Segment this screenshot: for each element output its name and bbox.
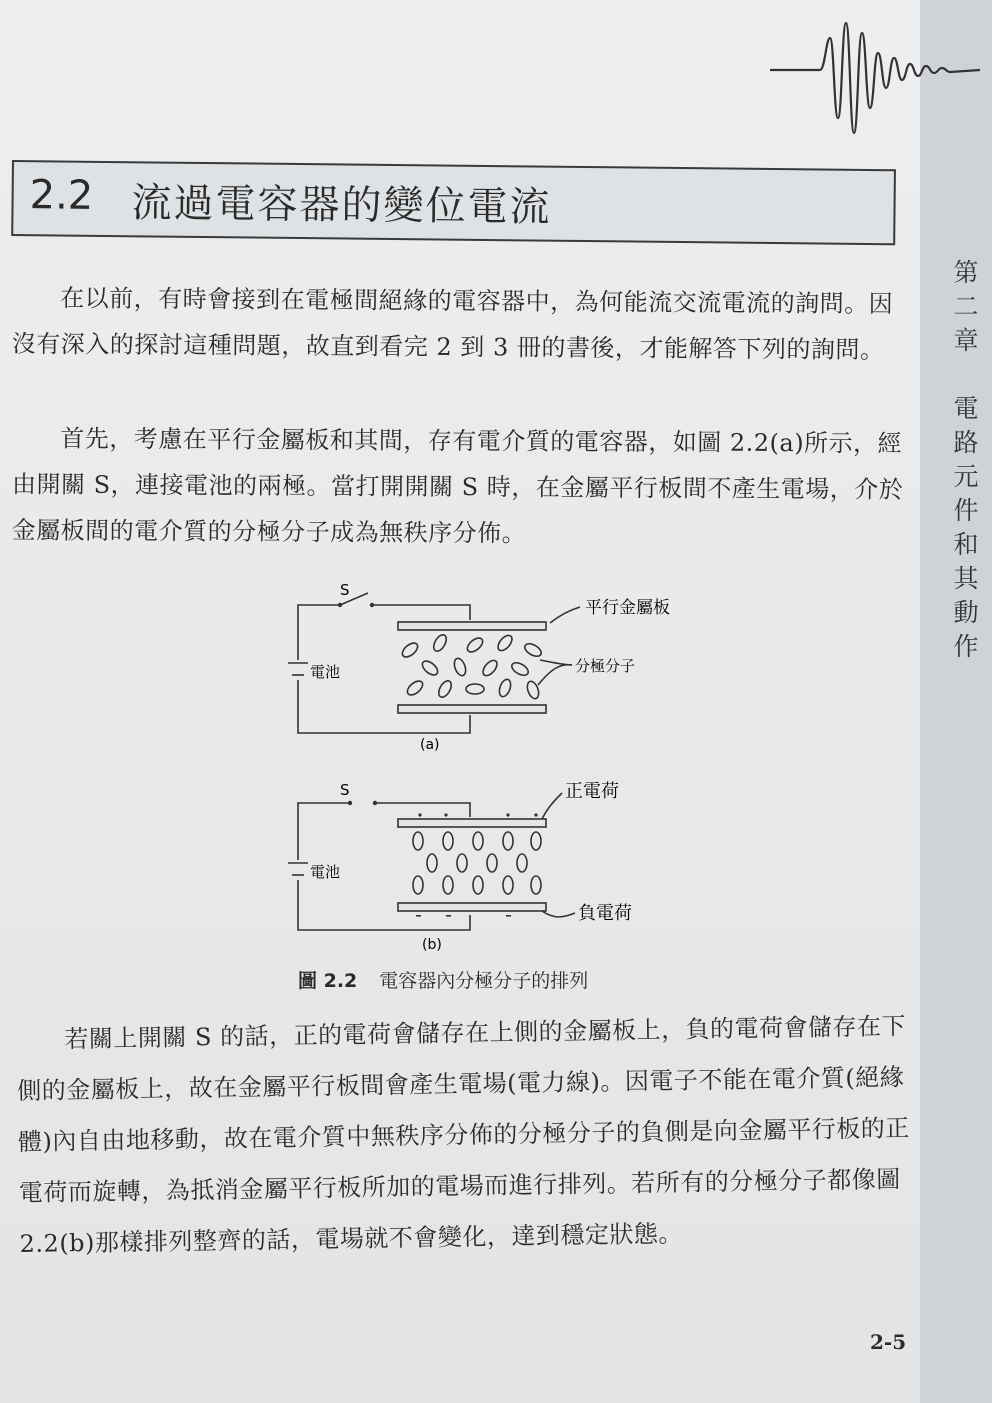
molecule-label: 分極分子 xyxy=(575,657,636,675)
paragraph-3: 若關上開關 S 的話，正的電荷會儲存在上側的金屬板上，負的電荷會儲存在下側的金屬板上，故在金屬平行板間會產生電場(電力線)。因電子不能在電介質(絕緣體)內自由地移動，故在電介質中無秩序分佈的分極分子的負側是向金屬平行板的正電荷而旋轉，為抵消金屬平行板所加的電場而進行排列。若所有的分極分子都像圖 2.2(b)那樣排列整齊的話，電場就不會變化，達到穩定狀態。 xyxy=(17,1012,911,1259)
chapter-side-strip xyxy=(920,0,992,1403)
figure-caption-text: 電容器內分極分子的排列 xyxy=(379,970,589,992)
section-heading xyxy=(11,160,896,245)
battery-label-a: 電池 xyxy=(310,663,341,681)
plate-label: 平行金屬板 xyxy=(585,598,670,618)
section-title: 流過電容器的變位電流 xyxy=(131,180,552,231)
positive-charge-label: 正電荷 xyxy=(565,781,619,802)
subfigure-a-label: (a) xyxy=(420,737,440,753)
figure-2-2 xyxy=(280,575,720,965)
battery-label-b: 電池 xyxy=(310,863,341,881)
switch-label-b: S xyxy=(340,781,350,799)
switch-label-a: S xyxy=(340,581,350,599)
subfigure-b-label: (b) xyxy=(422,937,442,953)
page-number: 2-5 xyxy=(870,1330,907,1354)
paragraph-2: 首先，考慮在平行金屬板和其間，存有電介質的電容器，如圖 2.2(a)所示，經由開關 S，連接電池的兩極。當打開開關 S 時，在金屬平行板間不產生電場，介於金屬板間的電介質的分極分子成為無秩序分佈。 xyxy=(11,424,904,548)
figure-caption xyxy=(298,966,588,993)
negative-charge-label: 負電荷 xyxy=(578,903,632,924)
paragraph-1: 在以前，有時會接到在電極間絕緣的電容器中，為何能流交流電流的詢問。因沒有深入的探討這種問題，故直到看完 2 到 3 冊的書後，才能解答下列的詢問。 xyxy=(11,284,894,364)
chapter-vertical-label: 第 二 章 電 路 元 件 和 其 動 作 xyxy=(953,258,979,661)
section-number: 2.2 xyxy=(29,172,94,219)
figure-caption-number: 圖 2.2 xyxy=(298,970,358,992)
waveform-decoration-icon xyxy=(770,18,980,148)
